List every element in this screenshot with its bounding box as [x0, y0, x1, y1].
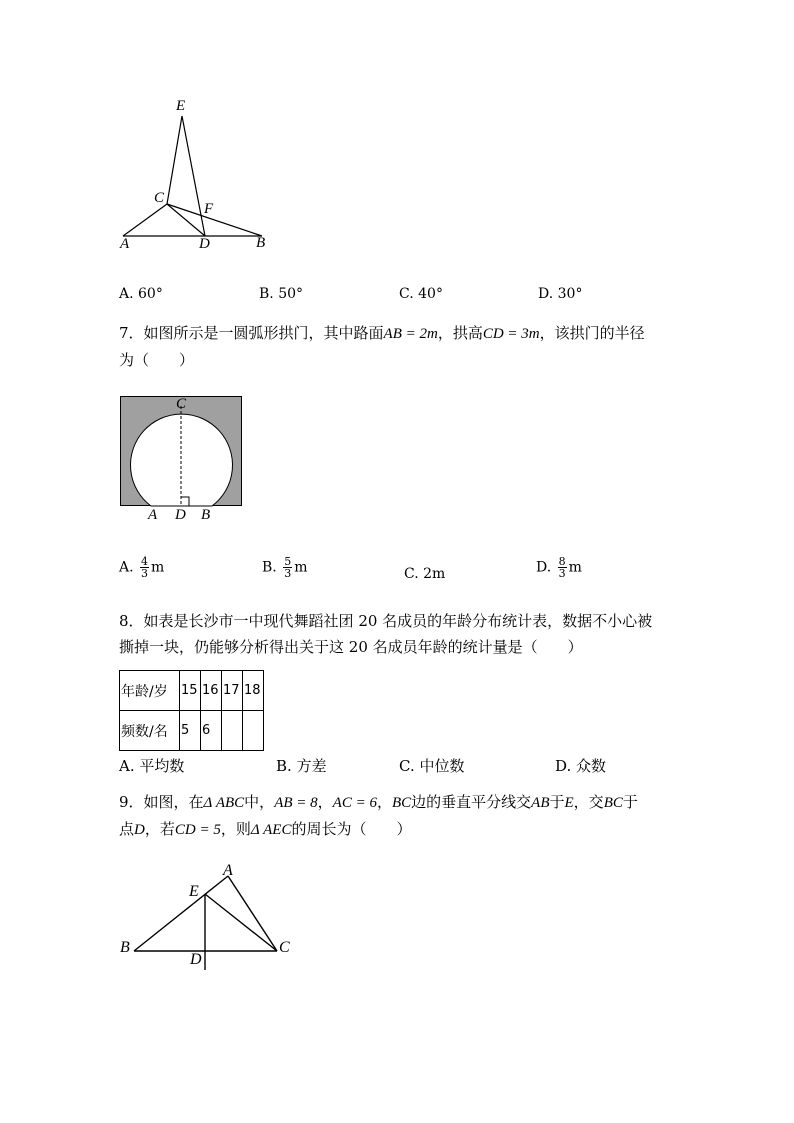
table-row	[120, 671, 264, 711]
triangle-diagram-q6	[110, 95, 280, 255]
q7-option-a[interactable]: A. $\frac{4}{3}$ m	[119, 555, 165, 580]
table-cell: 6	[201, 711, 222, 751]
table-header-frequency: 频数/名	[120, 711, 180, 751]
label-A: A	[148, 507, 158, 523]
question-8-text: 8．如表是长沙市一中现代舞蹈社团 20 名成员的年龄分布统计表，数据不小心被 撕掉一块，仍能够分析得出关于这 20 名成员年龄的统计量是（ ）	[119, 612, 653, 656]
table-cell: 18	[243, 671, 264, 711]
table-cell: 15	[180, 671, 201, 711]
q8-option-b[interactable]: B. 方差	[276, 757, 327, 775]
label-C: C	[176, 396, 187, 412]
q7-option-b[interactable]: B. $\frac{5}{3}$ m	[262, 555, 308, 580]
q8-option-d[interactable]: D. 众数	[555, 757, 607, 775]
label-E: E	[176, 98, 186, 114]
q6-option-a[interactable]: A. 60°	[119, 286, 163, 302]
triangle-diagram-q9	[115, 860, 305, 975]
arch-door-diagram	[120, 396, 244, 508]
label-D: D	[190, 951, 202, 968]
question-9-text: 9．如图，在Δ ABC中，AB = 8，AC = 6，BC边的垂直平分线交AB于E，交BC于 点D，若CD = 5，则Δ AEC的周长为（ ）	[119, 793, 638, 838]
q6-option-b[interactable]: B. 50°	[259, 286, 304, 302]
age-frequency-table	[119, 670, 264, 751]
label-F: F	[204, 201, 214, 217]
label-D: D	[199, 236, 210, 252]
label-D: D	[175, 507, 186, 523]
table-cell: 5	[180, 711, 201, 751]
table-cell	[243, 711, 264, 751]
label-B: B	[256, 235, 266, 251]
figure-q9	[115, 860, 305, 975]
label-A: A	[223, 862, 233, 879]
figure-q6	[110, 95, 280, 255]
label-E: E	[189, 883, 199, 900]
label-C: C	[154, 190, 165, 206]
table-cell	[222, 711, 243, 751]
q8-option-a[interactable]: A. 平均数	[119, 757, 185, 775]
q6-option-d[interactable]: D. 30°	[538, 286, 583, 302]
table-header-age: 年龄/岁	[120, 671, 180, 711]
label-B: B	[120, 939, 130, 956]
table-cell: 16	[201, 671, 222, 711]
label-C: C	[279, 939, 290, 956]
table-row	[120, 711, 264, 751]
table-cell: 17	[222, 671, 243, 711]
q7-option-d[interactable]: D. $\frac{8}{3}$ m	[536, 555, 582, 580]
question-7-text: 7．如图所示是一圆弧形拱门，其中路面AB = 2m，拱高CD = 3m，该拱门的半径 为（ ）	[119, 324, 645, 369]
q6-option-c[interactable]: C. 40°	[399, 286, 443, 302]
label-B: B	[201, 507, 211, 523]
label-A: A	[120, 236, 130, 252]
q7-option-c[interactable]: C. 2m	[404, 566, 446, 582]
q8-option-c[interactable]: C. 中位数	[399, 757, 465, 775]
figure-q7	[120, 396, 244, 524]
